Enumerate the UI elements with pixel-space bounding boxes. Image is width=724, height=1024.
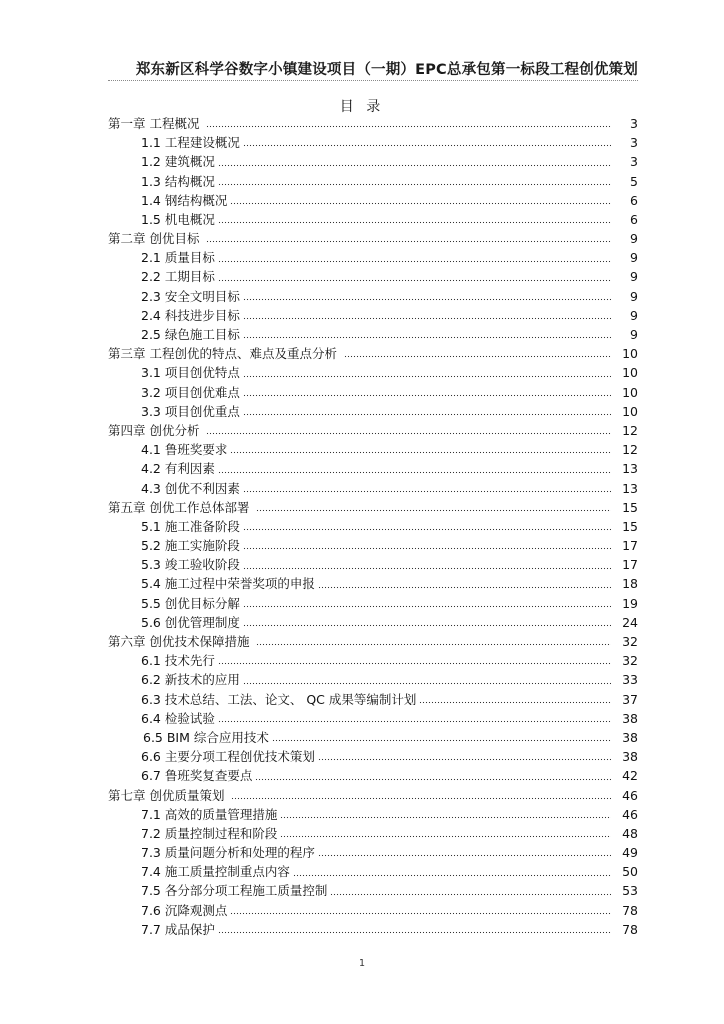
toc-entry-page-number: 6 [630,192,638,208]
dot-leader [231,796,611,800]
toc-entry-label: 7.3 质量问题分析和处理的程序 [141,845,315,861]
toc-section-entry [108,248,638,267]
toc-section-entry [108,882,638,901]
dot-leader [243,316,611,320]
toc-section-entry [108,191,638,210]
toc-section-entry [108,920,638,939]
toc-entry-page-number: 9 [630,327,638,343]
toc-entry-page-number: 33 [622,672,638,688]
toc-entry-label: 第四章 创优分析 [108,422,200,438]
toc-entry-label: 6.4 检验试验 [141,710,215,726]
toc-entry-page-number: 10 [622,384,638,400]
toc-entry-page-number: 46 [622,806,638,822]
toc-section-entry [108,594,638,613]
dot-leader [280,815,611,819]
dot-leader [206,431,611,435]
toc-entry-label: 4.3 创优不利因素 [141,480,240,496]
dot-leader [230,911,611,915]
toc-entry-page-number: 10 [622,403,638,419]
toc-entry-label: 5.1 施工准备阶段 [141,518,240,534]
toc-title: 目 录 [339,99,385,115]
toc-section-entry [108,210,638,229]
dot-leader [218,220,611,224]
toc-entry-label: 6.7 鲁班奖复查要点 [141,768,253,784]
dot-leader [243,374,611,378]
toc-entry-label: 7.2 质量控制过程和阶段 [141,825,278,841]
toc-entry-page-number: 9 [630,250,638,266]
toc-chapter-entry [108,344,638,363]
toc-entry-page-number: 13 [622,461,638,477]
table-of-contents [108,114,638,939]
toc-section-entry [108,805,638,824]
toc-entry-label: 1.5 机电概况 [141,211,215,227]
toc-entry-label: 5.5 创优目标分解 [141,595,240,611]
dot-leader [256,508,611,512]
toc-section-entry [108,459,638,478]
toc-entry-label: 4.2 有利因素 [141,461,215,477]
toc-entry-page-number: 38 [622,729,638,745]
toc-entry-label: 第五章 创优工作总体部署 [108,499,250,515]
dot-leader [293,873,611,877]
toc-entry-page-number: 32 [622,634,638,650]
toc-section-entry [108,613,638,632]
toc-entry-page-number: 50 [622,864,638,880]
dot-leader [206,124,611,128]
dot-leader [218,163,611,167]
dot-leader [243,335,611,339]
toc-entry-label: 5.2 施工实施阶段 [141,538,240,554]
toc-entry-label: 3.2 项目创优难点 [141,384,240,400]
dot-leader [330,892,611,896]
dot-leader [243,412,611,416]
toc-entry-page-number: 24 [622,614,638,630]
toc-entry-page-number: 3 [630,154,638,170]
toc-entry-label: 2.5 绿色施工目标 [141,327,240,343]
dot-leader [243,297,611,301]
toc-chapter-entry [108,632,638,651]
toc-entry-label: 1.2 建筑概况 [141,154,215,170]
toc-entry-page-number: 9 [630,288,638,304]
dot-leader [206,239,611,243]
dot-leader [218,182,611,186]
toc-entry-label: 第一章 工程概况 [108,115,200,131]
toc-entry-page-number: 17 [622,538,638,554]
toc-entry-page-number: 13 [622,480,638,496]
toc-section-entry [108,709,638,728]
dot-leader [218,470,611,474]
toc-entry-page-number: 10 [622,346,638,362]
toc-entry-page-number: 46 [622,787,638,803]
toc-section-entry [108,728,638,747]
dot-leader [243,143,611,147]
toc-entry-page-number: 15 [622,499,638,515]
toc-entry-label: 7.5 各分部分项工程施工质量控制 [141,883,328,899]
dot-leader [243,566,611,570]
toc-section-entry [108,133,638,152]
toc-entry-label: 6.1 技术先行 [141,653,215,669]
toc-entry-page-number: 19 [622,595,638,611]
toc-entry-label: 7.4 施工质量控制重点内容 [141,864,290,880]
document-header: 郑东新区科学谷数字小镇建设项目（一期）EPC总承包第一标段工程创优策划 [135,62,638,78]
toc-section-entry [108,824,638,843]
toc-entry-label: 6.2 新技术的应用 [141,672,240,688]
toc-section-entry [108,536,638,555]
toc-section-entry [108,901,638,920]
toc-entry-page-number: 9 [630,269,638,285]
dot-leader [243,527,611,531]
toc-section-entry [108,555,638,574]
toc-entry-label: 2.1 质量目标 [141,250,215,266]
toc-entry-label: 7.6 沉降观测点 [141,902,228,918]
toc-section-entry [108,670,638,689]
toc-entry-page-number: 15 [622,518,638,534]
toc-section-entry [108,690,638,709]
dot-leader [218,930,611,934]
dot-leader [243,681,611,685]
toc-entry-page-number: 9 [630,231,638,247]
toc-entry-label: 6.3 技术总结、工法、论文、 QC 成果等编制计划 [141,691,417,707]
toc-entry-label: 3.1 项目创优特点 [141,365,240,381]
toc-entry-page-number: 38 [622,710,638,726]
toc-entry-label: 2.4 科技进步目标 [141,307,240,323]
toc-entry-label: 第二章 创优目标 [108,231,200,247]
toc-entry-page-number: 78 [622,921,638,937]
toc-entry-page-number: 18 [622,576,638,592]
toc-entry-label: 第七章 创优质量策划 [108,787,225,803]
toc-section-entry [108,325,638,344]
toc-entry-label: 1.1 工程建设概况 [141,135,240,151]
dot-leader [230,201,611,205]
toc-chapter-entry [108,786,638,805]
toc-entry-page-number: 49 [622,845,638,861]
header-dotted-rule [108,80,638,81]
toc-entry-label: 5.3 竣工验收阶段 [141,557,240,573]
dot-leader [344,354,611,358]
toc-section-entry [108,306,638,325]
dot-leader [318,585,611,589]
toc-entry-label: 1.4 钢结构概况 [141,192,228,208]
toc-entry-label: 5.6 创优管理制度 [141,614,240,630]
dot-leader [256,642,611,646]
toc-section-entry [108,747,638,766]
dot-leader [419,700,611,704]
dot-leader [318,853,611,857]
toc-entry-label: 第六章 创优技术保障措施 [108,634,250,650]
toc-section-entry [108,172,638,191]
toc-entry-label: 2.2 工期目标 [141,269,215,285]
toc-entry-page-number: 53 [622,883,638,899]
dot-leader [218,719,611,723]
toc-entry-label: 6.6 主要分项工程创优技术策划 [141,749,315,765]
toc-entry-page-number: 32 [622,653,638,669]
dot-leader [243,489,611,493]
toc-entry-page-number: 9 [630,307,638,323]
toc-section-entry [108,363,638,382]
toc-entry-page-number: 12 [622,442,638,458]
toc-entry-page-number: 38 [622,749,638,765]
toc-chapter-entry [108,498,638,517]
toc-entry-label: 第三章 工程创优的特点、难点及重点分析 [108,346,337,362]
toc-section-entry [108,651,638,670]
toc-section-entry [108,440,638,459]
toc-section-entry [108,862,638,881]
toc-entry-page-number: 10 [622,365,638,381]
dot-leader [230,450,611,454]
dot-leader [243,546,611,550]
dot-leader [218,259,611,263]
toc-section-entry [108,268,638,287]
toc-section-entry [108,287,638,306]
toc-section-entry [108,152,638,171]
toc-entry-page-number: 17 [622,557,638,573]
toc-section-entry [108,479,638,498]
toc-entry-label: 2.3 安全文明目标 [141,288,240,304]
dot-leader [243,604,611,608]
toc-entry-label: 6.5 BIM 综合应用技术 [143,729,269,745]
toc-entry-page-number: 6 [630,211,638,227]
dot-leader [218,661,611,665]
dot-leader [255,777,611,781]
toc-section-entry [108,843,638,862]
toc-section-entry [108,766,638,785]
dot-leader [218,278,611,282]
toc-chapter-entry [108,421,638,440]
toc-entry-page-number: 78 [622,902,638,918]
dot-leader [280,834,611,838]
toc-entry-label: 3.3 项目创优重点 [141,403,240,419]
toc-section-entry [108,402,638,421]
toc-entry-page-number: 5 [630,173,638,189]
toc-entry-label: 5.4 施工过程中荣誉奖项的申报 [141,576,315,592]
toc-entry-label: 7.7 成品保护 [141,921,215,937]
dot-leader [243,623,611,627]
toc-entry-page-number: 12 [622,422,638,438]
toc-section-entry [108,575,638,594]
toc-entry-page-number: 48 [622,825,638,841]
toc-chapter-entry [108,114,638,133]
toc-entry-page-number: 3 [630,115,638,131]
toc-entry-label: 4.1 鲁班奖要求 [141,442,228,458]
dot-leader [318,757,611,761]
toc-entry-label: 7.1 高效的质量管理措施 [141,806,278,822]
toc-entry-label: 1.3 结构概况 [141,173,215,189]
toc-section-entry [108,517,638,536]
toc-section-entry [108,383,638,402]
toc-entry-page-number: 42 [622,768,638,784]
toc-chapter-entry [108,229,638,248]
toc-entry-page-number: 3 [630,135,638,151]
dot-leader [272,738,611,742]
dot-leader [243,393,611,397]
toc-entry-page-number: 37 [622,691,638,707]
page-number: 1 [358,958,366,969]
